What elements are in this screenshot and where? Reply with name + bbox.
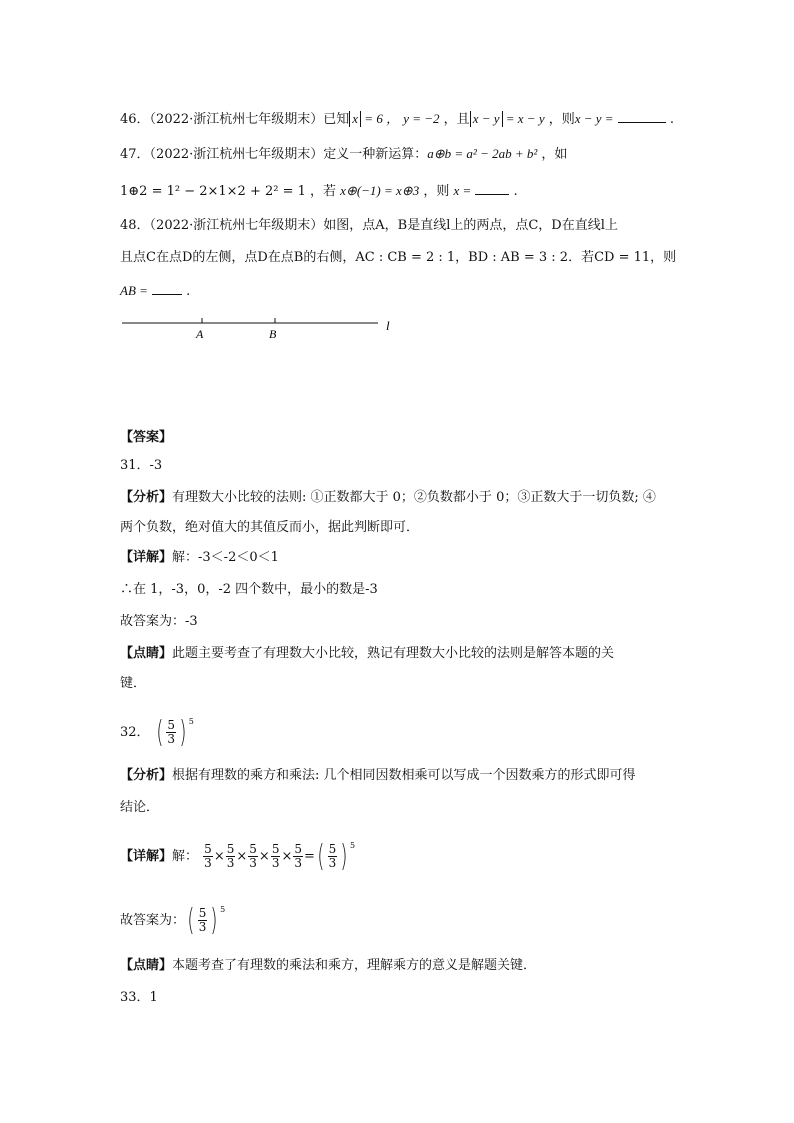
a32-power: ( $\frac{5}{3}$ ) $^5$ bbox=[154, 718, 194, 748]
label-a: A bbox=[196, 327, 204, 341]
a31-comment-l2: 键． bbox=[120, 676, 147, 691]
a32-analysis-tag: 【分析】 bbox=[120, 768, 173, 783]
q46-prefix: 46．（2022·浙江杭州七年级期末）已知 bbox=[120, 112, 350, 127]
q48-line2: 且点C在点D的左侧，点D在点B的右侧，AC : CB = 2 : 1，BD : AB = 3 : 2．若CD = 11，则 bbox=[120, 250, 677, 265]
q47-then: ，则 bbox=[419, 184, 454, 199]
a31-number: 31．-3 bbox=[120, 458, 163, 473]
a31-detail-tag: 【详解】 bbox=[120, 550, 173, 565]
a32-analysis-l2: 结论． bbox=[120, 800, 160, 815]
a32-comment-tag: 【点睛】 bbox=[120, 958, 173, 973]
q47-example: 1⊕2 = 1² − 2×1×2 + 2² = 1 bbox=[120, 184, 306, 199]
a32-analysis bbox=[120, 766, 636, 786]
q46-answer-blank bbox=[618, 108, 666, 123]
a31-comment-tag: 【点睛】 bbox=[120, 646, 173, 661]
q46-abs-xy: x − y bbox=[470, 111, 503, 127]
frac-den: 3 bbox=[294, 856, 302, 870]
a32-number: 32． bbox=[120, 725, 150, 740]
exponent: 5 bbox=[188, 716, 194, 726]
answer-header: 【答案】 bbox=[120, 430, 173, 445]
times: × bbox=[213, 849, 225, 864]
times: × bbox=[281, 849, 293, 864]
a33-number: 33．1 bbox=[120, 990, 158, 1005]
q46-target: x − y = bbox=[574, 111, 614, 126]
a31-answer: 故答案为：-3 bbox=[120, 614, 198, 629]
exponent: 5 bbox=[220, 904, 226, 914]
q46-eq1: = 6 ， bbox=[361, 111, 400, 126]
q47-target: x = bbox=[453, 183, 472, 198]
a31-analysis bbox=[120, 488, 656, 508]
q46-abs-x: x bbox=[349, 111, 361, 127]
a31-comment-text1: 此题主要考查了有理数大小比较，熟记有理数大小比较的法则是解答本题的关 bbox=[172, 646, 615, 661]
frac-den: 3 bbox=[271, 856, 280, 870]
frac-num: 5 bbox=[204, 842, 212, 856]
q46-end: . bbox=[665, 112, 674, 127]
question-47-line1 bbox=[120, 144, 567, 165]
q48-end: . bbox=[182, 284, 191, 299]
q47-rule: a⊕b = a² − 2ab + b² bbox=[427, 146, 538, 161]
a32-detail-tag: 【详解】 bbox=[120, 849, 173, 864]
a32-answer-prefix: 故答案为： bbox=[120, 913, 186, 928]
frac-den: 3 bbox=[167, 732, 176, 746]
q47-suffix: ，如 bbox=[537, 147, 568, 162]
a31-analysis-text1: 有理数大小比较的法则: ①正数都大于 0；②负数都小于 0；③正数大于一切负数; ④ bbox=[172, 490, 656, 505]
label-b: B bbox=[269, 327, 277, 341]
line-figure bbox=[120, 314, 410, 344]
q46-then: ，则 bbox=[544, 112, 575, 127]
q48-line1: 48．（2022·浙江杭州七年级期末）如图，点A，B是直线l上的两点，点C，D在直线l上 bbox=[120, 218, 618, 233]
exponent: 5 bbox=[349, 840, 356, 850]
q47-answer-blank bbox=[475, 180, 509, 195]
a31-comment bbox=[120, 644, 614, 664]
q47-condition: x⊕(−1) = x⊕3 bbox=[340, 183, 420, 198]
question-48-line3 bbox=[120, 280, 190, 302]
label-l: l bbox=[386, 318, 390, 333]
question-48-line2 bbox=[120, 248, 676, 268]
a32-number-line bbox=[120, 716, 194, 750]
frac-num: 5 bbox=[271, 842, 280, 856]
frac-num: 5 bbox=[198, 906, 207, 920]
times: × bbox=[258, 849, 270, 864]
a32-comment bbox=[120, 956, 536, 976]
frac-den: 3 bbox=[226, 856, 235, 870]
q47-prefix: 47．（2022·浙江杭州七年级期末）定义一种新运算： bbox=[120, 147, 428, 162]
question-47-line2 bbox=[120, 180, 518, 202]
a31-detail-text: 解：-3＜-2＜0＜1 bbox=[172, 550, 279, 565]
q46-y-eq: y = −2 bbox=[403, 111, 440, 126]
q46-eq2: = x − y bbox=[502, 111, 545, 126]
a31-line3: ∴在 1，-3，0，-2 四个数中，最小的数是-3 bbox=[120, 582, 378, 597]
a31-analysis-l2: 两个负数，绝对值大的其值反而小，据此判断即可． bbox=[120, 520, 420, 535]
frac-num: 5 bbox=[294, 842, 302, 856]
a32-comment-text: 本题考查了有理数的乘法和乘方，理解乘方的意义是解题关键． bbox=[172, 958, 537, 973]
a31-detail bbox=[120, 548, 279, 568]
frac-num: 5 bbox=[249, 842, 257, 856]
q48-target: AB = bbox=[120, 283, 148, 298]
frac-num: 5 bbox=[328, 842, 337, 856]
frac-den: 3 bbox=[204, 856, 212, 870]
a32-detail: 【详解】解： $\frac{5}{3}$ × $\frac{5}{3}$ × $\frac{5}{3}$ × $\frac{5}{3}$ × $\frac{5}{3}$ = ( $\frac{5}{3}$ ) $^5$ bbox=[120, 840, 355, 874]
equals: = bbox=[304, 849, 315, 864]
a32-answer: 故答案为： ( $\frac{5}{3}$ ) $^5$ bbox=[120, 904, 225, 938]
times: × bbox=[236, 849, 248, 864]
q47-mid: ，若 bbox=[305, 184, 341, 199]
q46-mid: ，且 bbox=[439, 112, 470, 127]
a32-detail-prefix: 解： bbox=[172, 849, 199, 864]
frac-den: 3 bbox=[249, 856, 257, 870]
question-46 bbox=[120, 108, 674, 130]
frac-num: 5 bbox=[226, 842, 235, 856]
frac-num: 5 bbox=[167, 718, 176, 732]
q48-answer-blank bbox=[152, 280, 182, 295]
frac-den: 3 bbox=[328, 856, 337, 870]
a31-analysis-tag: 【分析】 bbox=[120, 490, 173, 505]
frac-den: 3 bbox=[198, 920, 207, 934]
question-48-line1 bbox=[120, 216, 618, 236]
q47-end: . bbox=[509, 184, 518, 199]
a32-analysis-text1: 根据有理数的乘方和乘法: 几个相同因数相乘可以写成一个因数乘方的形式即可得 bbox=[172, 768, 636, 783]
